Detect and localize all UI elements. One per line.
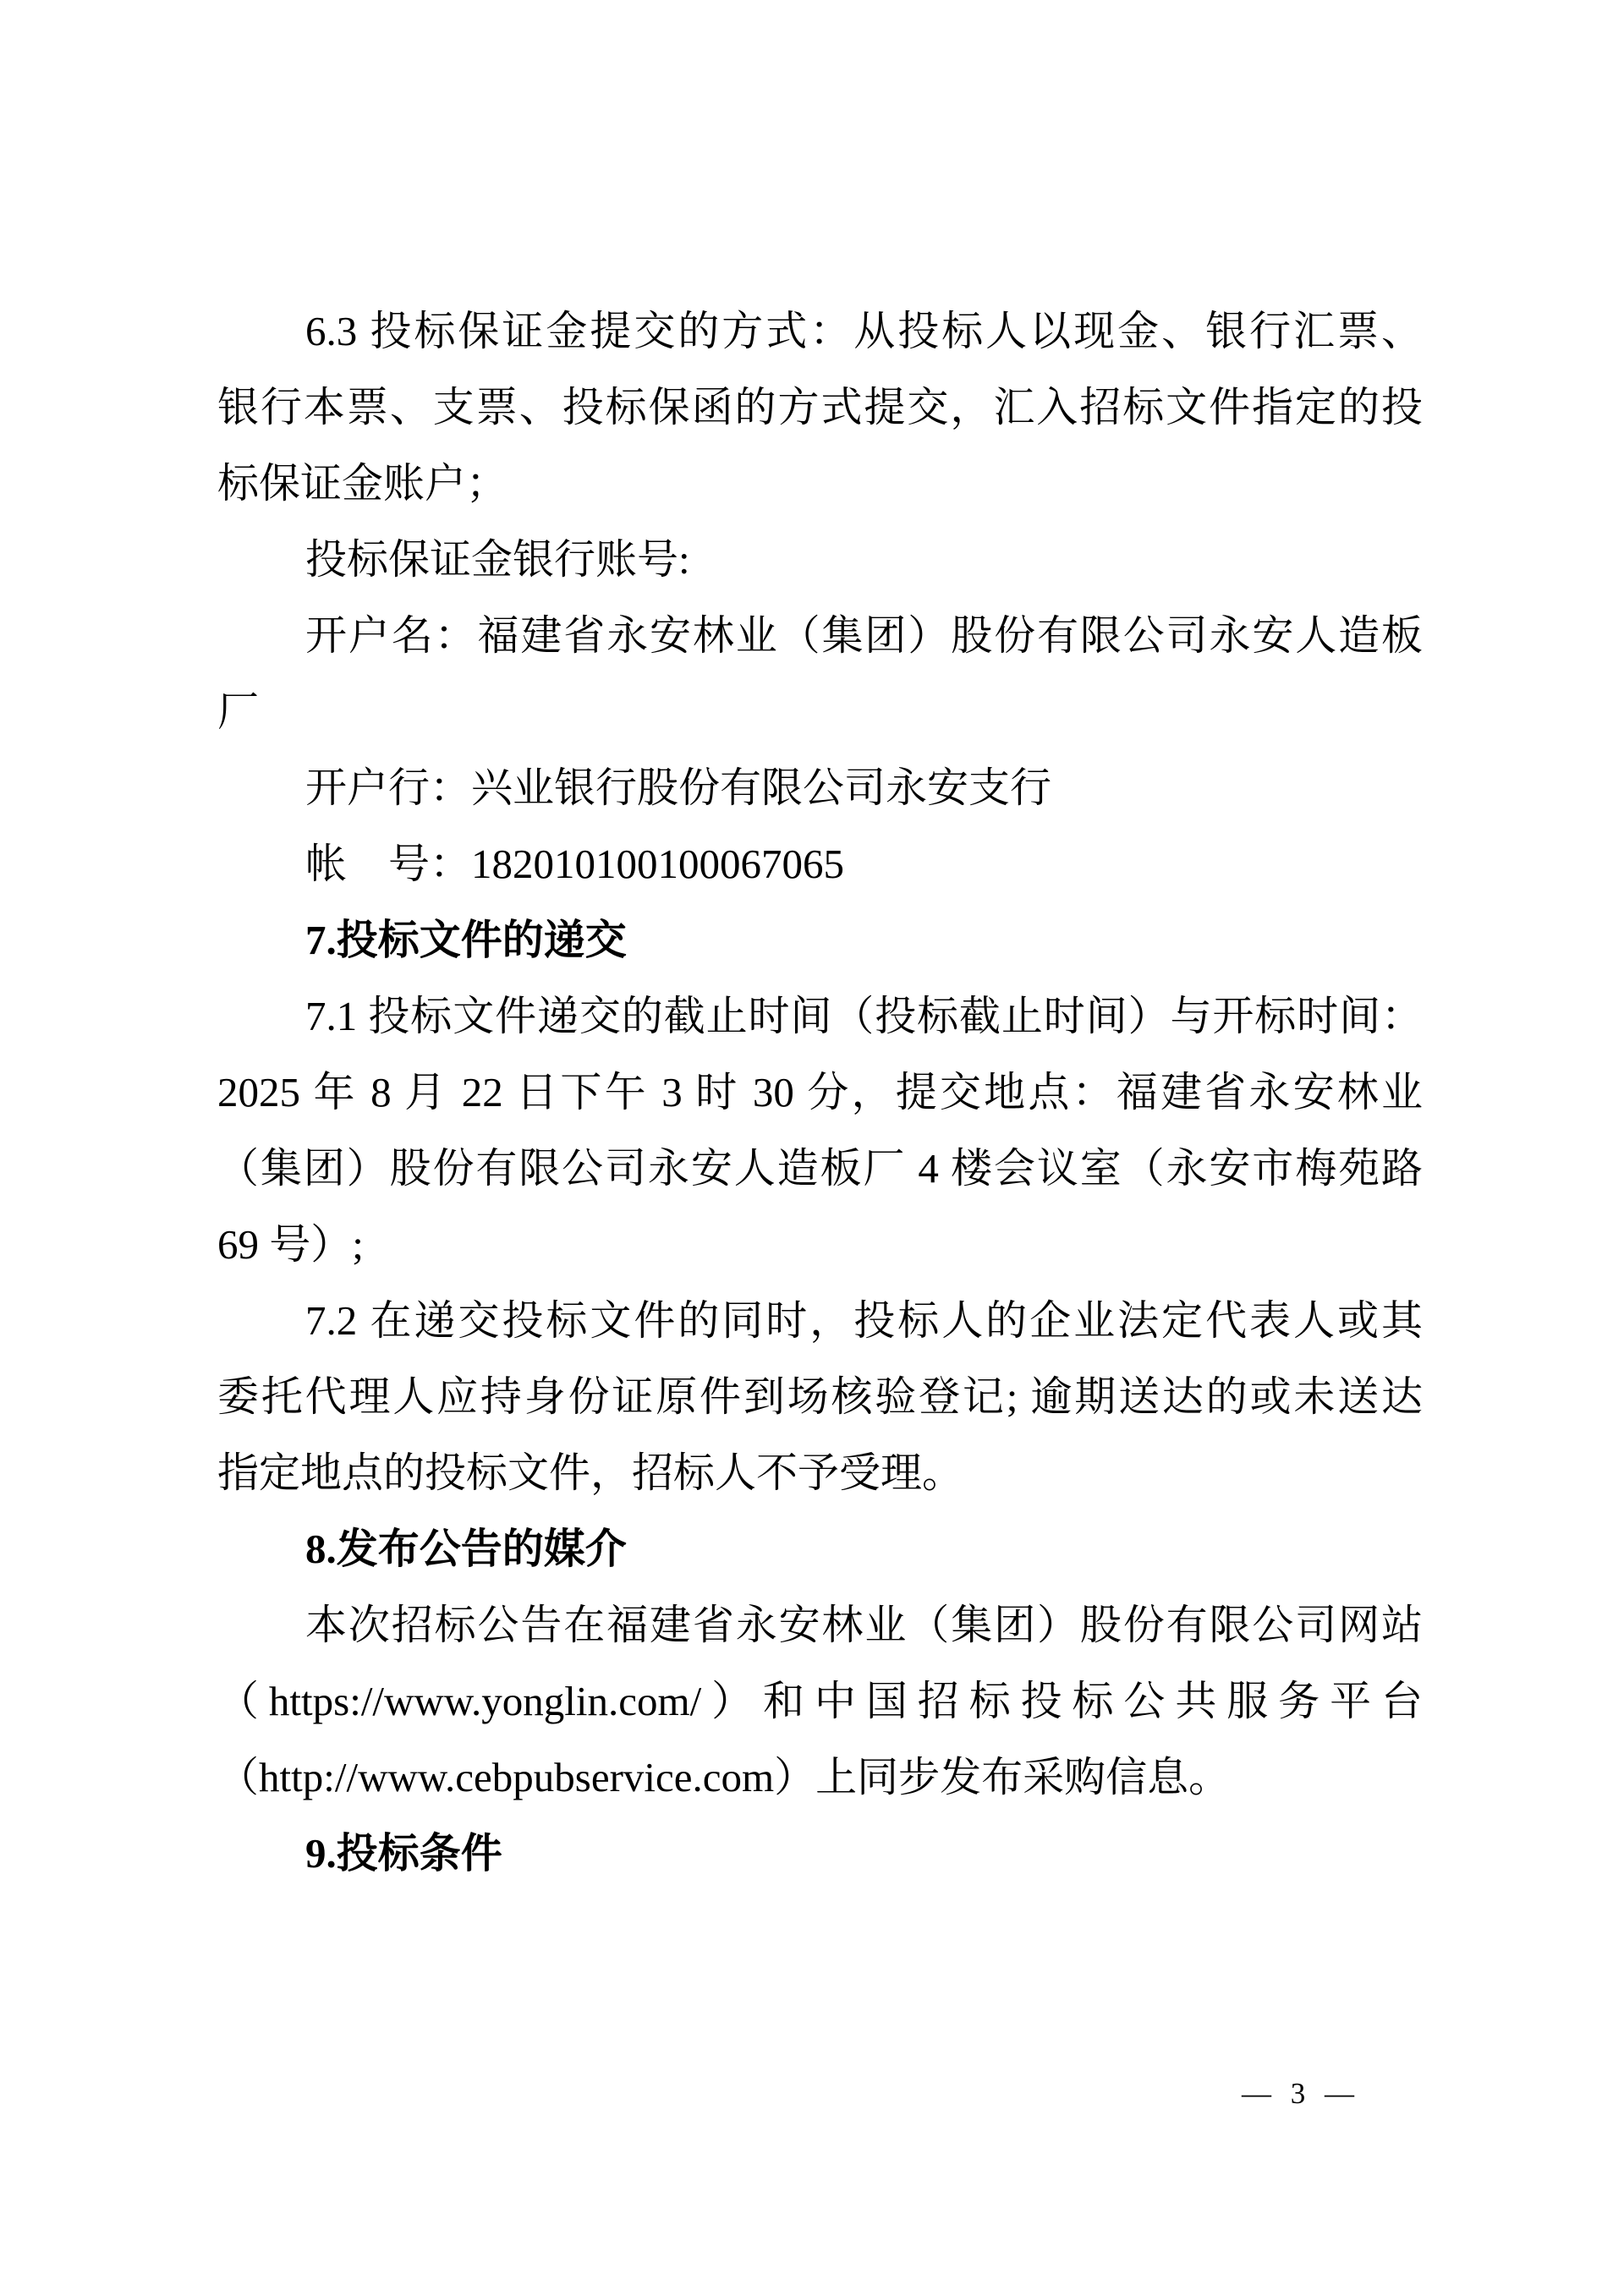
section-heading: 7.投标文件的递交 bbox=[305, 917, 627, 963]
section-heading: 8.发布公告的媒介 bbox=[305, 1526, 627, 1572]
text-line: 7.1 投标文件递交的截止时间（投标截止时间）与开标时间： bbox=[305, 993, 1423, 1039]
text-line: 厂 bbox=[217, 688, 260, 735]
text-line: 帐 号：182010100100067065 bbox=[305, 841, 845, 887]
page-number: — 3 — bbox=[1242, 2077, 1360, 2110]
section-heading: 9.投标条件 bbox=[305, 1830, 502, 1877]
text-line: 69 号）; bbox=[217, 1221, 364, 1268]
text-line: 开户行：兴业银行股份有限公司永安支行 bbox=[305, 764, 1052, 811]
text-line: 2025 年 8 月 22 日下午 3 时 30 分，提交地点：福建省永安林业 bbox=[217, 1069, 1423, 1115]
text-line: （集团）股份有限公司永安人造板厂 4 楼会议室（永安市梅苑路 bbox=[217, 1145, 1423, 1192]
text-line: 6.3 投标保证金提交的方式：从投标人以现金、银行汇票、 bbox=[305, 308, 1423, 354]
text-line: 指定地点的投标文件，招标人不予受理。 bbox=[217, 1449, 964, 1496]
text-line: 投标保证金银行账号: bbox=[305, 536, 690, 583]
text-line: 本次招标公告在福建省永安林业（集团）股份有限公司网站 bbox=[305, 1602, 1423, 1648]
text-line: （https://www.yonglin.com/）和中国招标投标公共服务平台 bbox=[217, 1678, 1423, 1724]
document-body bbox=[217, 293, 1423, 1892]
text-line: 开户名：福建省永安林业（集团）股份有限公司永安人造板 bbox=[305, 612, 1423, 659]
text-line: 标保证金账户； bbox=[217, 460, 508, 507]
text-line: 7.2 在递交投标文件的同时，投标人的企业法定代表人或其 bbox=[305, 1297, 1423, 1344]
text-line: 委托代理人应持身份证原件到场核验登记; 逾期送达的或未送达 bbox=[217, 1373, 1423, 1420]
text-line: 银行本票、支票、投标保函的方式提交，汇入招标文件指定的投 bbox=[217, 384, 1423, 430]
text-line: （http://www.cebpubservice.com）上同步发布采购信息。 bbox=[217, 1754, 1231, 1800]
